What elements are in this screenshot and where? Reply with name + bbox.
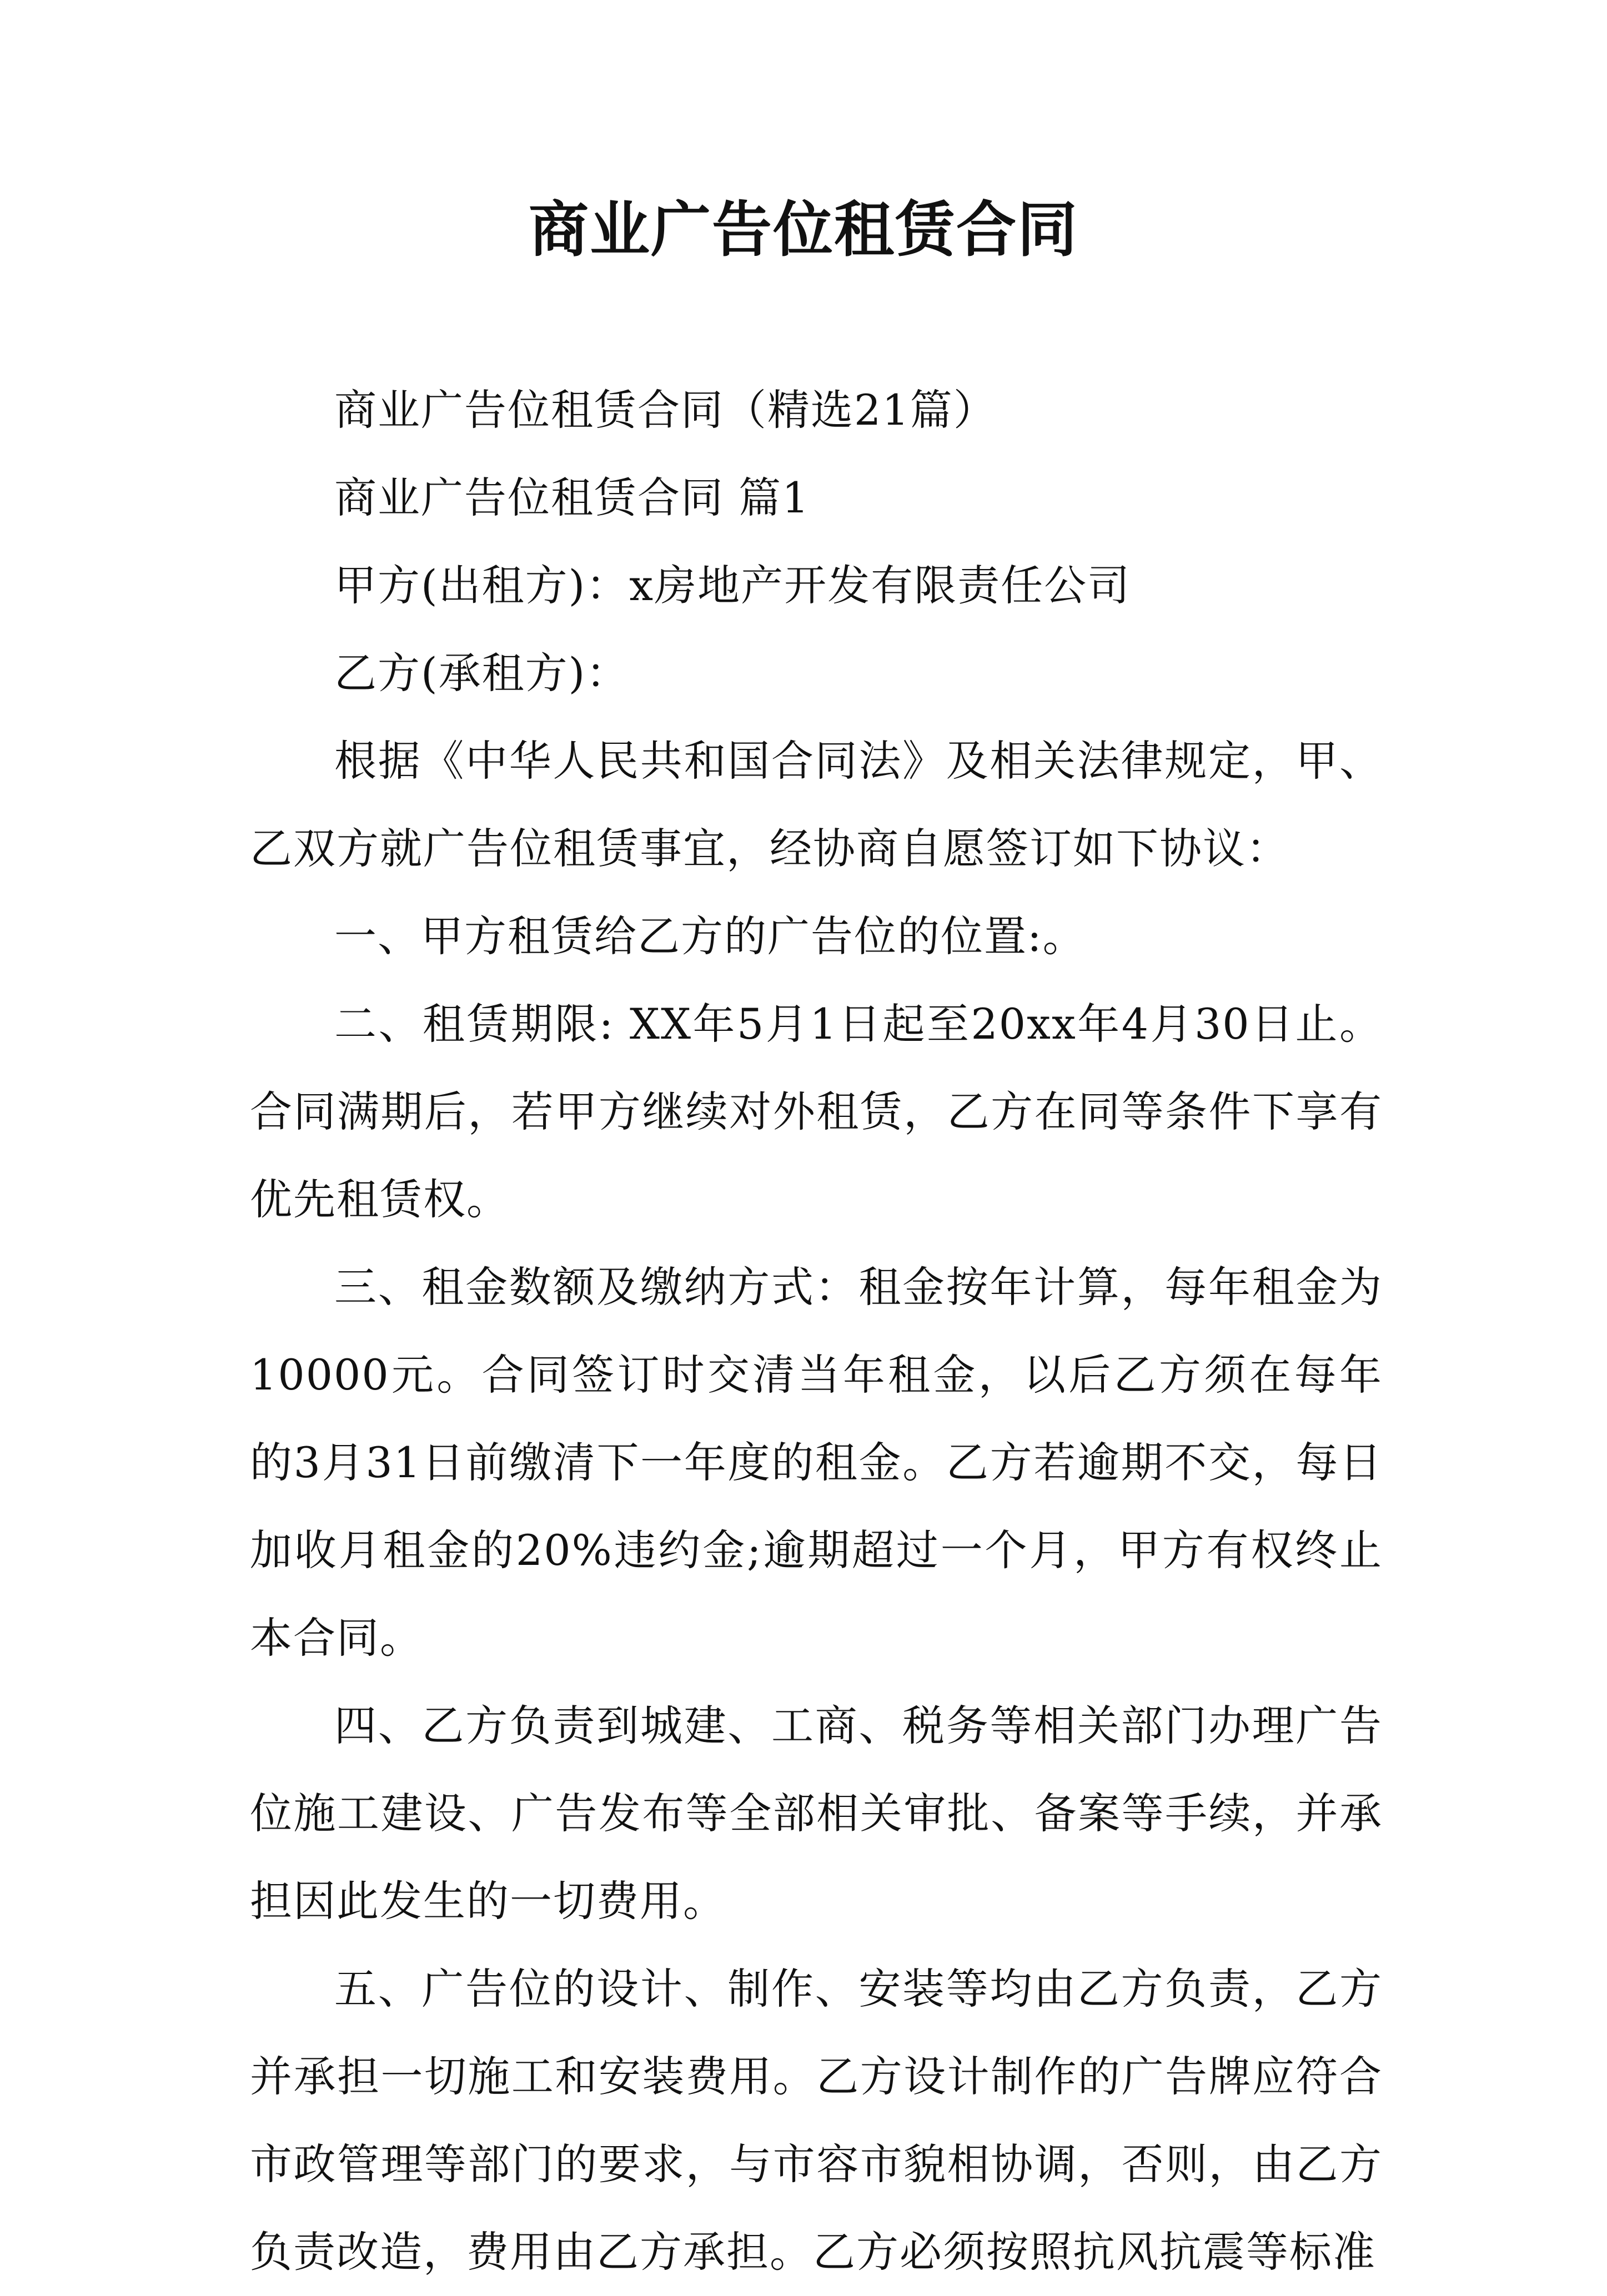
paragraph-clause-3: 三、租金数额及缴纳方式：租金按年计算，每年租金为10000元。合同签订时交清当年租金，以后乙方须在每年的3月31日前缴清下一年度的租金。乙方若逾期不交，每日加收月租金的20%违约金;逾期超过一个月，甲方有权终止本合同。 (250, 1262, 1383, 1663)
paragraph-clause-2: 二、租赁期限: XX年5月1日起至20xx年4月30日止。合同满期后，若甲方继续对外租赁，乙方在同等条件下享有优先租赁权。 (250, 999, 1383, 1224)
paragraph-preamble: 根据《中华人民共和国合同法》及相关法律规定，甲、乙双方就广告位租赁事宜，经协商自愿签订如下协议： (250, 736, 1383, 873)
paragraph-section-heading: 商业广告位租赁合同 篇1 (334, 473, 810, 522)
paragraph-clause-1: 一、甲方租赁给乙方的广告位的位置:。 (334, 912, 1086, 961)
paragraph-clause-5: 五、广告位的设计、制作、安装等均由乙方负责，乙方并承担一切施工和安装费用。乙方设计制作的广告牌应符合市政管理等部门的要求，与市容市貌相协调，否则，由乙方负责改造，费用由乙方承担。乙方必须按照抗风抗震等标准 (250, 1964, 1383, 2277)
paragraph-party-b: 乙方(承租方)： (334, 648, 630, 698)
paragraph-clause-4: 四、乙方负责到城建、工商、税务等相关部门办理广告位施工建设、广告发布等全部相关审批、备案等手续，并承担因此发生的一切费用。 (250, 1701, 1383, 1926)
document-body (250, 366, 1383, 2296)
paragraph-subtitle: 商业广告位租赁合同（精选21篇） (334, 385, 997, 435)
document-title: 商业广告位租赁合同 (528, 195, 1078, 265)
paragraph-party-a: 甲方(出租方)：x房地产开发有限责任公司 (334, 561, 1131, 610)
